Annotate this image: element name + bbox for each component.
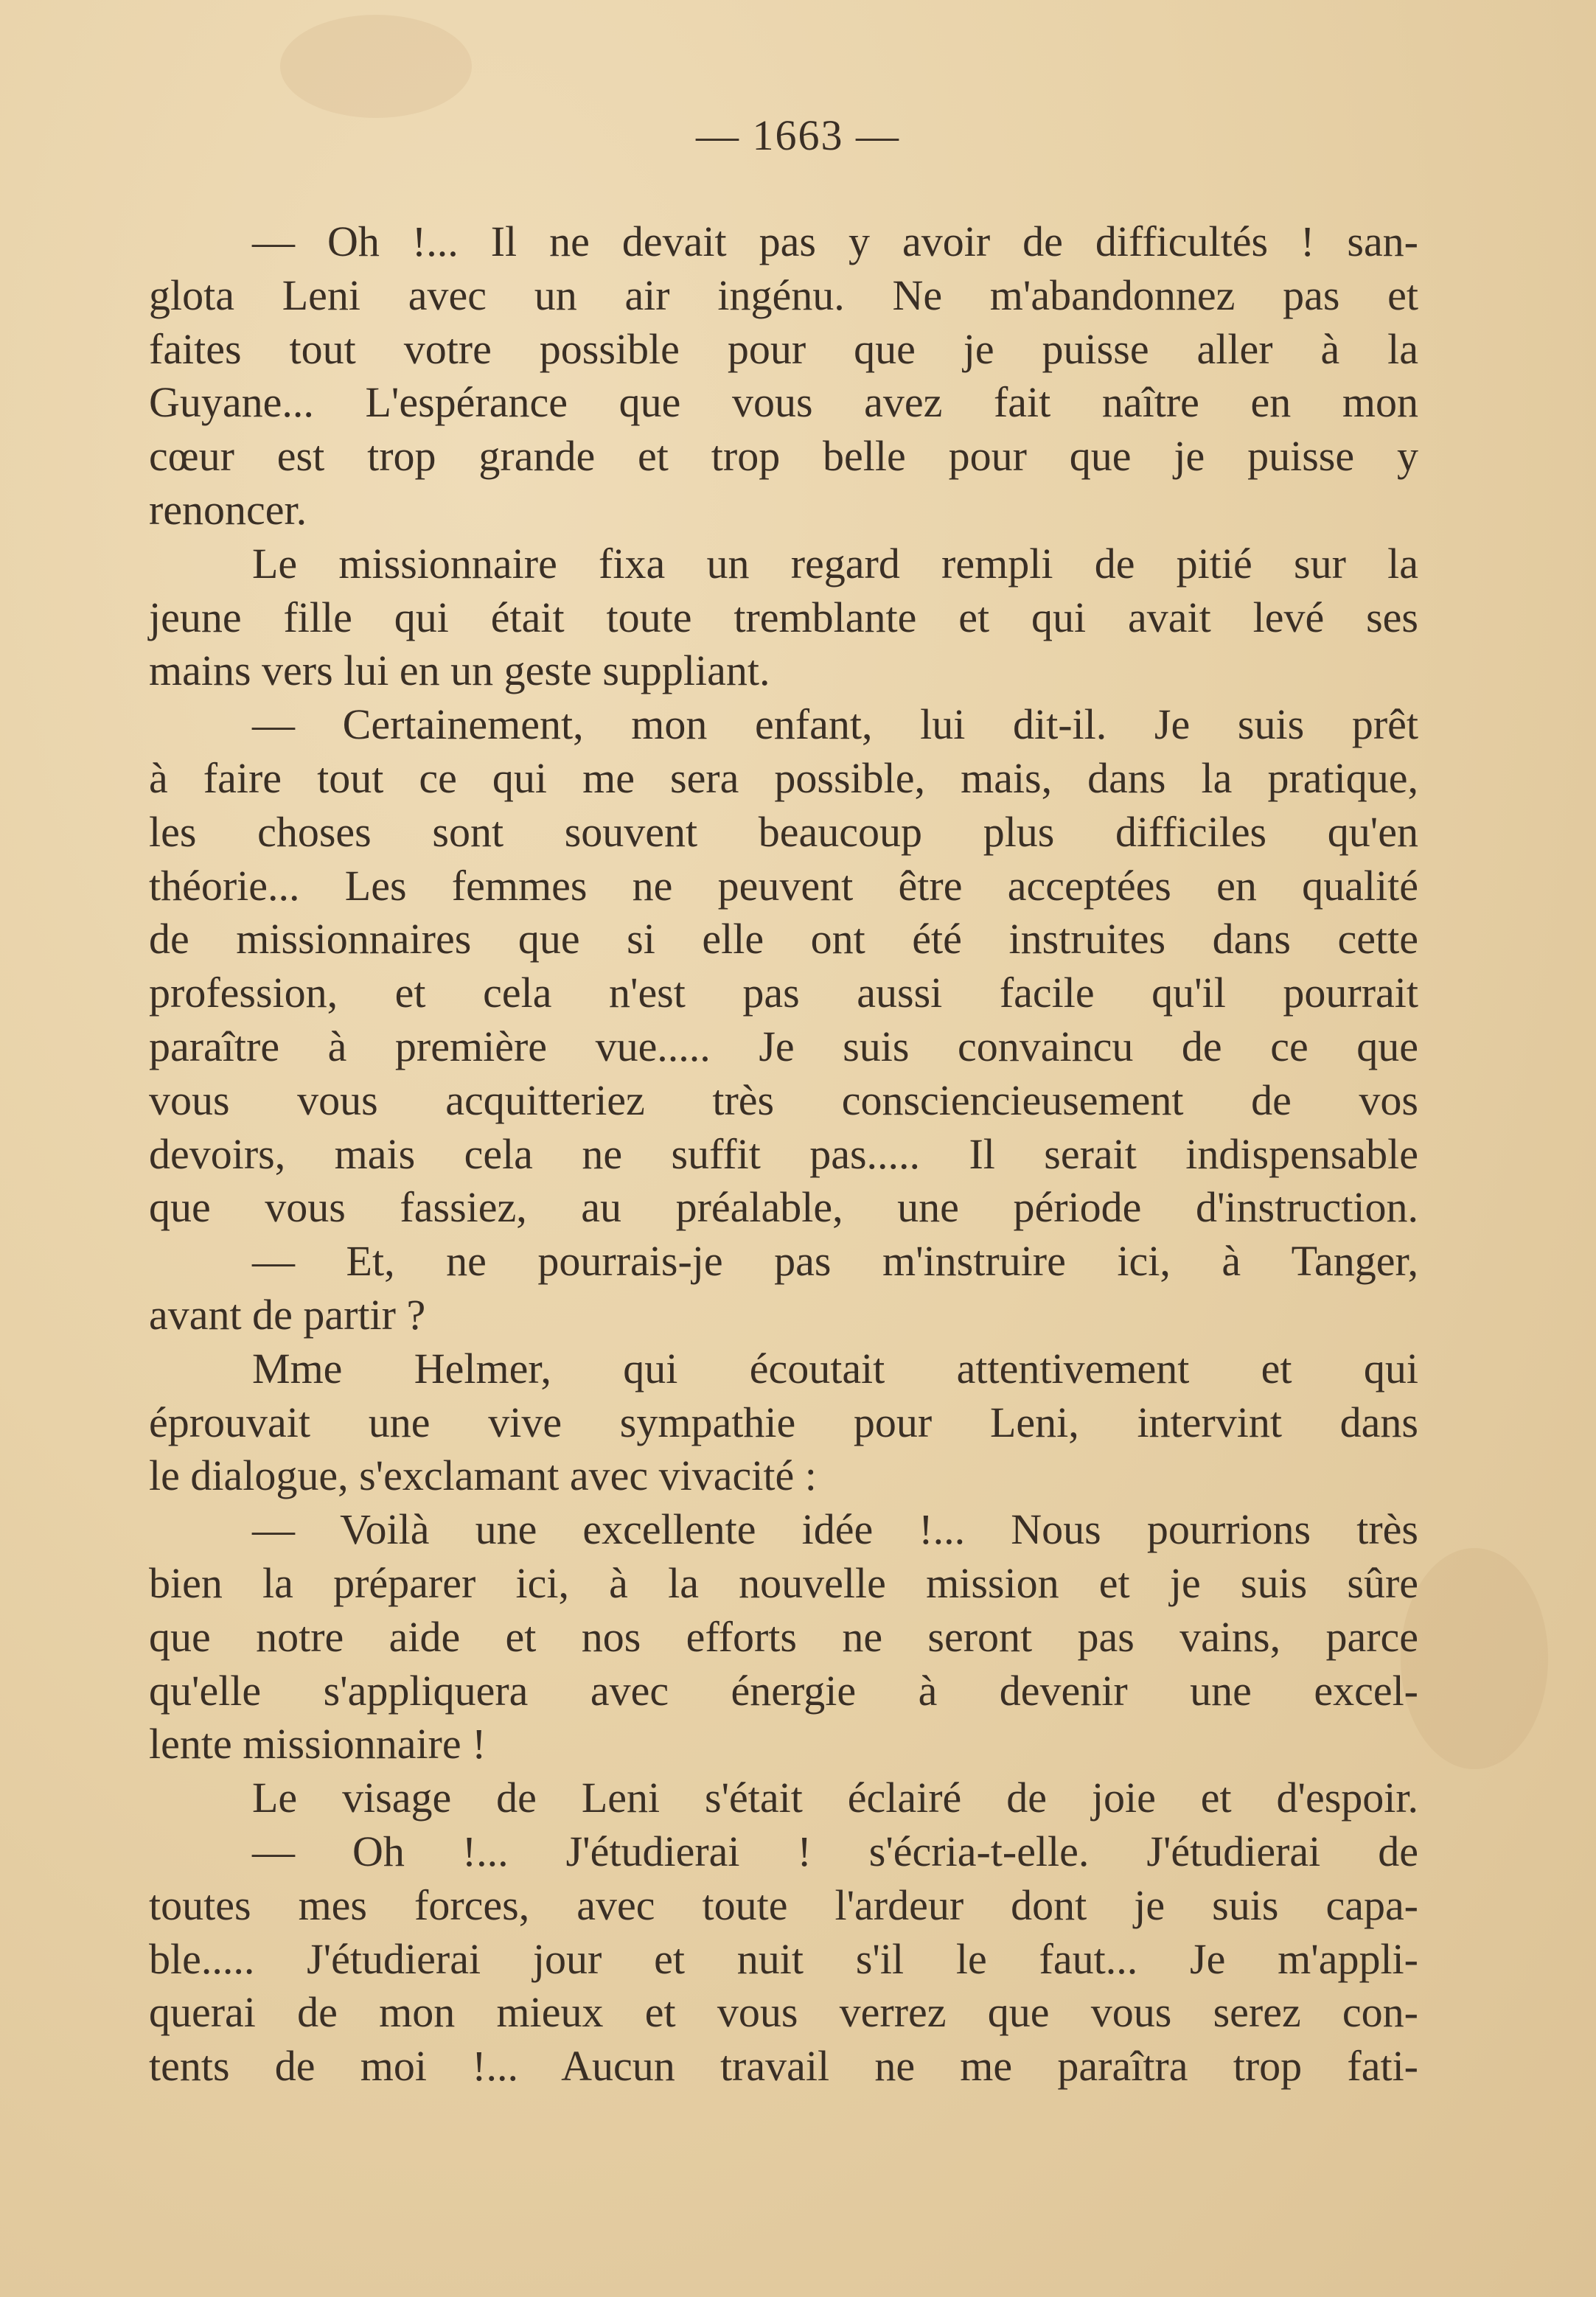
text-line: mains vers lui en un geste suppliant. xyxy=(149,646,770,695)
text-line: cœur est trop grande et trop belle pour que je puisse y xyxy=(149,432,1418,481)
paper-stain xyxy=(1401,1548,1548,1769)
text-line: devoirs, mais cela ne suffit pas..... Il serait indispensable xyxy=(149,1129,1418,1178)
text-line: — Voilà une excellente idée !... Nous pourrions très xyxy=(252,1505,1418,1554)
text-line: querai de mon mieux et vous verrez que vous serez con- xyxy=(149,1988,1418,2037)
text-line: — Oh !... Il ne devait pas y avoir de difficultés ! san- xyxy=(252,217,1418,265)
text-line: bien la préparer ici, à la nouvelle mission et je suis sûre xyxy=(149,1558,1418,1607)
text-line: éprouvait une vive sympathie pour Leni, intervint dans xyxy=(149,1398,1418,1446)
text-line: tents de moi !... Aucun travail ne me paraîtra trop fati- xyxy=(149,2042,1418,2091)
page-number: — 1663 — xyxy=(696,111,900,159)
text-line: jeune fille qui était toute tremblante et qui avait levé ses xyxy=(149,593,1418,641)
page-body xyxy=(149,215,1418,2094)
text-line: de missionnaires que si elle ont été instruites dans cette xyxy=(149,915,1418,963)
text-line: renoncer. xyxy=(149,485,307,534)
text-line: glota Leni avec un air ingénu. Ne m'abandonnez pas et xyxy=(149,271,1418,319)
text-line: Le missionnaire fixa un regard rempli de pitié sur la xyxy=(252,539,1418,588)
text-line: que notre aide et nos efforts ne seront pas vains, parce xyxy=(149,1612,1418,1661)
text-line: profession, et cela n'est pas aussi facile qu'il pourrait xyxy=(149,969,1418,1017)
text-line: les choses sont souvent beaucoup plus difficiles qu'en xyxy=(149,807,1418,856)
text-line: Mme Helmer, qui écoutait attentivement et qui xyxy=(252,1344,1418,1393)
text-line: toutes mes forces, avec toute l'ardeur dont je suis capa- xyxy=(149,1881,1418,1929)
paper-stain xyxy=(280,15,472,118)
text-line: avant de partir ? xyxy=(149,1290,426,1339)
text-line: paraître à première vue..... Je suis convaincu de ce que xyxy=(149,1022,1418,1070)
text-line: Guyane... L'espérance que vous avez fait naître en mon xyxy=(149,378,1418,427)
text-line: Le visage de Leni s'était éclairé de joie et d'espoir. xyxy=(252,1774,1418,1822)
text-line: lente missionnaire ! xyxy=(149,1720,487,1768)
text-line: vous vous acquitteriez très consciencieusement de vos xyxy=(149,1076,1418,1124)
text-line: qu'elle s'appliquera avec énergie à devenir une excel- xyxy=(149,1666,1418,1715)
text-line: ble..... J'étudierai jour et nuit s'il le faut... Je m'appli- xyxy=(149,1934,1418,1983)
text-line: le dialogue, s'exclamant avec vivacité : xyxy=(149,1451,817,1500)
text-line: à faire tout ce qui me sera possible, mais, dans la pratique, xyxy=(149,753,1418,802)
text-line: — Oh !... J'étudierai ! s'écria-t-elle. J'étudierai de xyxy=(252,1827,1418,1875)
text-line: que vous fassiez, au préalable, une période d'instruction. xyxy=(149,1183,1418,1232)
text-line: faites tout votre possible pour que je puisse aller à la xyxy=(149,324,1418,373)
text-line: théorie... Les femmes ne peuvent être acceptées en qualité xyxy=(149,861,1418,910)
text-line: — Et, ne pourrais-je pas m'instruire ici, à Tanger, xyxy=(252,1237,1418,1286)
text-line: — Certainement, mon enfant, lui dit-il. Je suis prêt xyxy=(252,700,1418,749)
